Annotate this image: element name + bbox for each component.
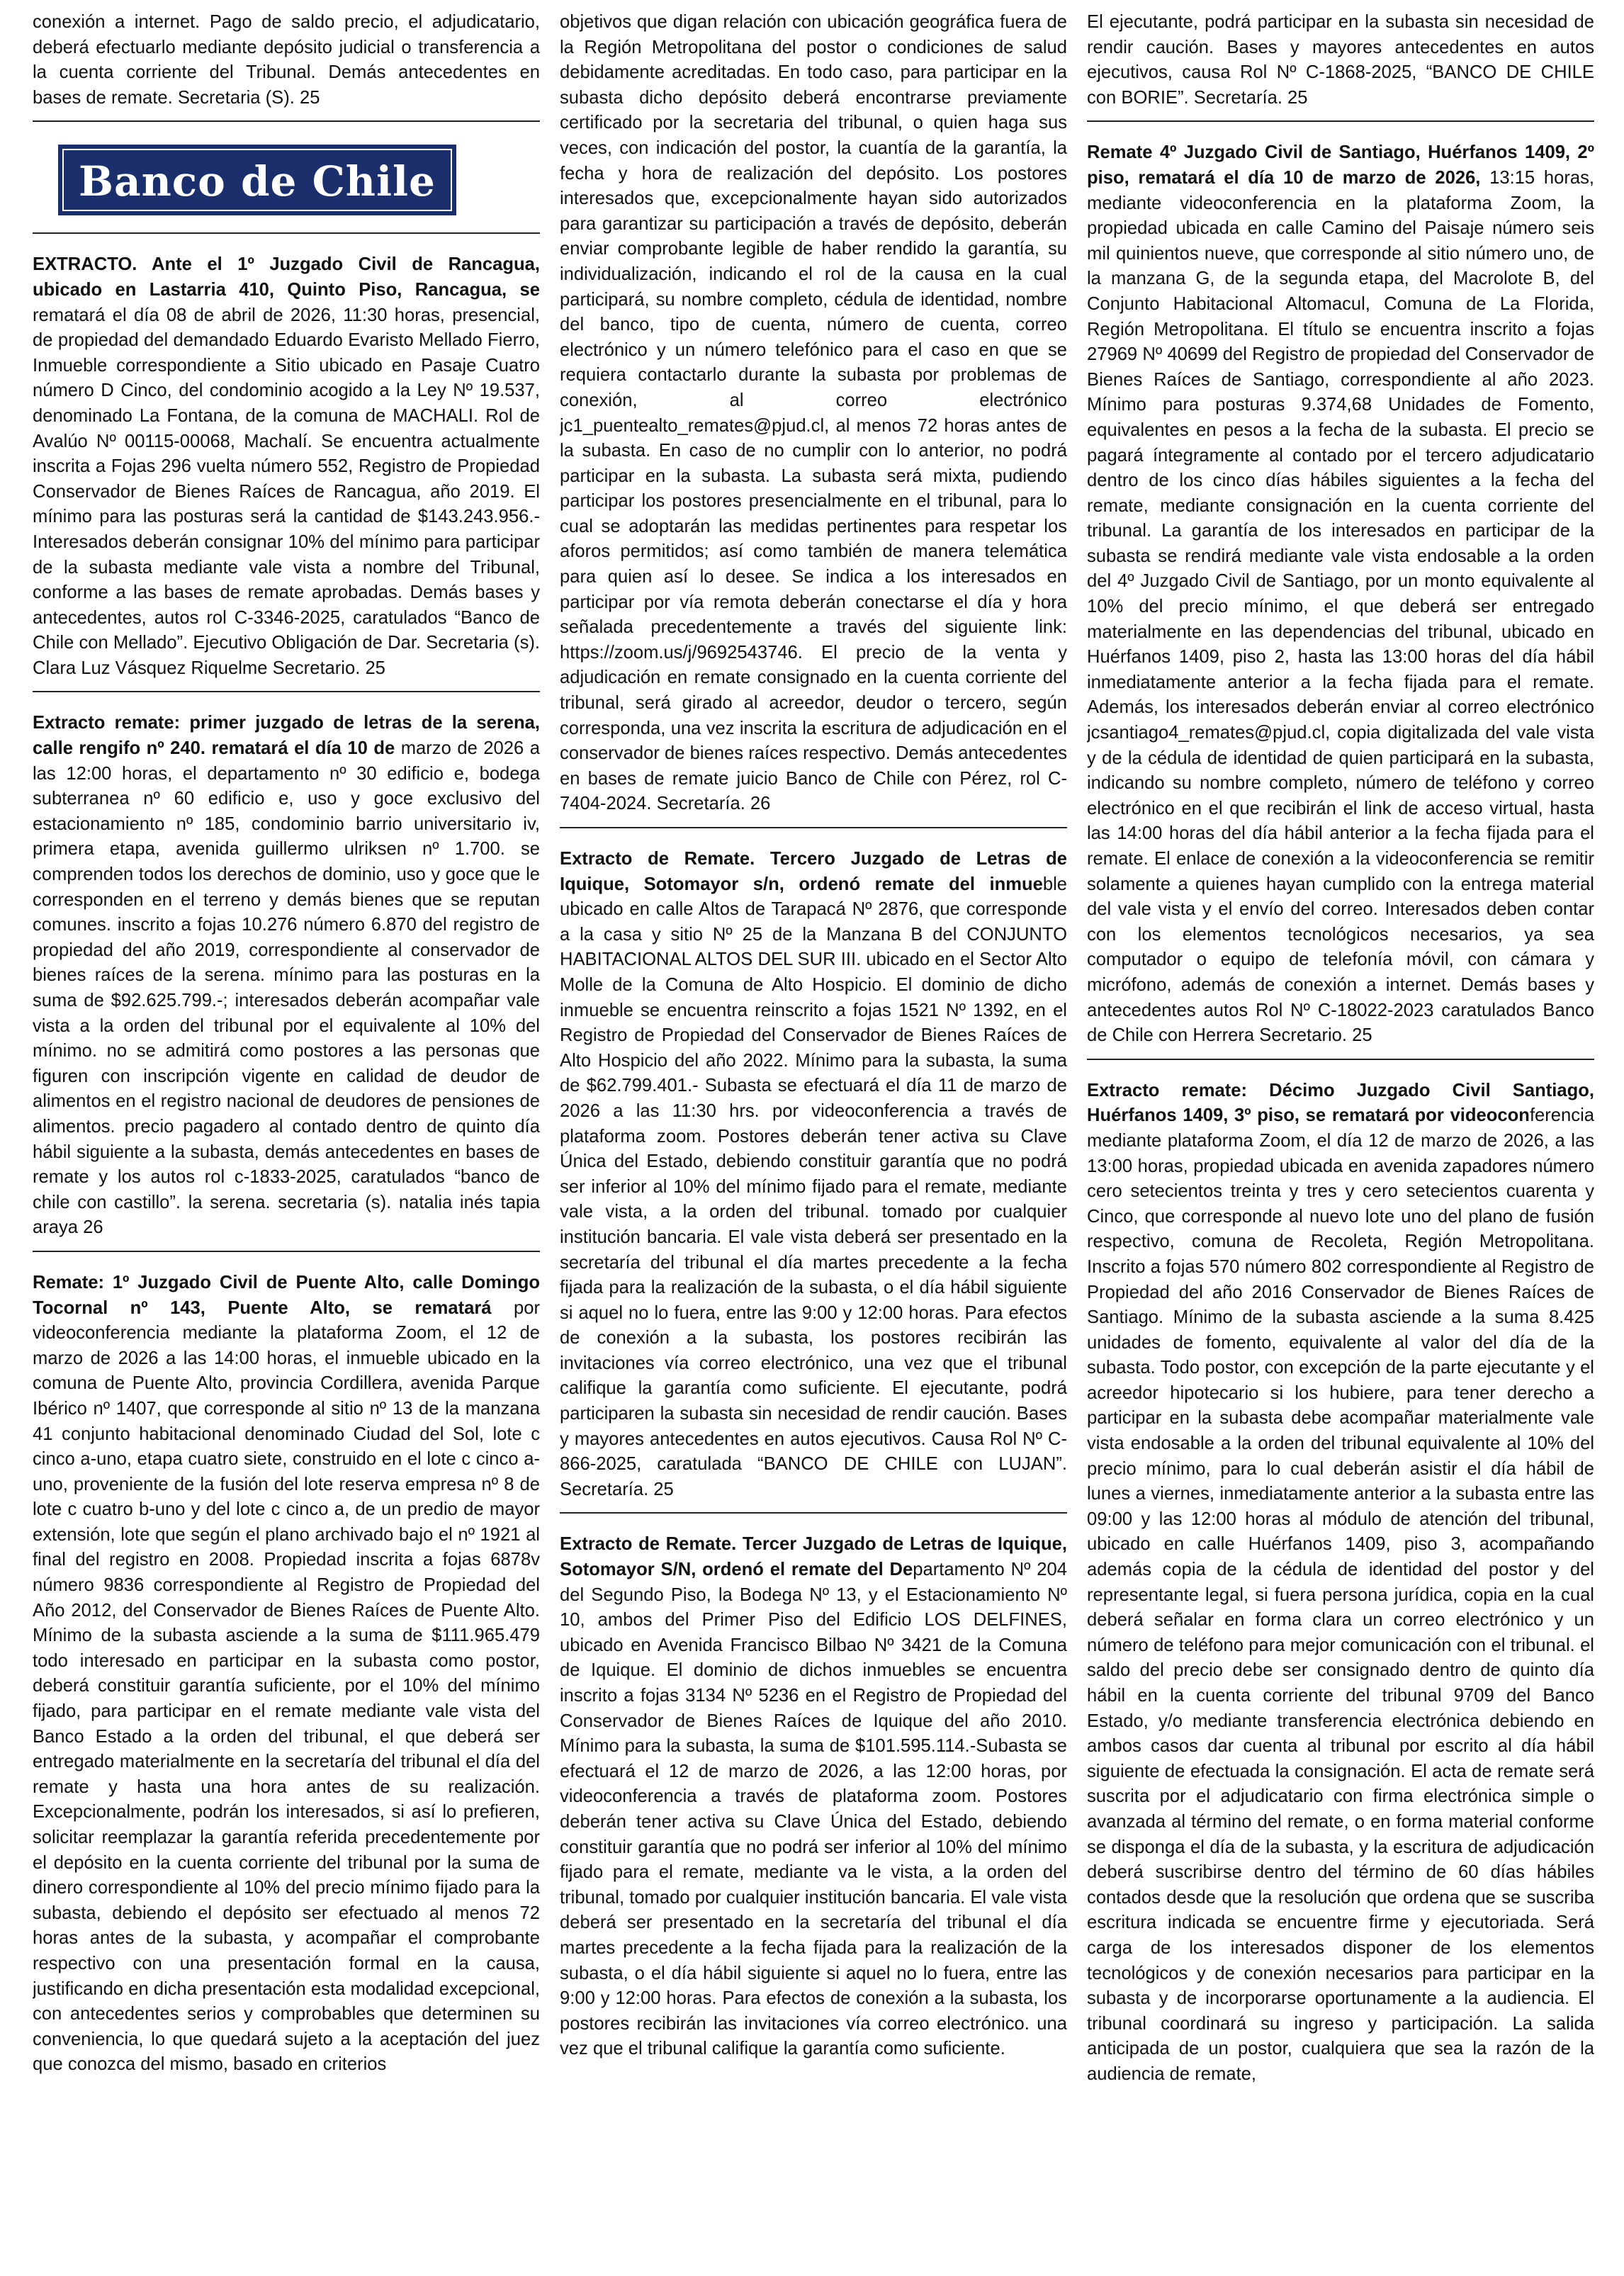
legal-notice [1087,140,1594,1048]
notice-body: partamento Nº 204 del Segundo Piso, la Bodega Nº 13, y el Estacionamiento Nº 10, ambos del Primer Piso del Edificio LOS DELFINES, ubicado en Avenida Francisco Bilbao Nº 3421 de la Comuna de Iquique. El dominio de dichos inmuebles se encuentra inscrito a fojas 3134 Nº 5236 en el Registro de Propiedad del Conservador de Bienes Raíces de Iquique del año 2010. Mínimo para la subasta, la suma de $101.595.114.-Subasta se efectuará el 12 de marzo de 2026, a las 12:00 horas, por videoconferencia a través de plataforma zoom. Postores deberán tener activa su Clave Única del Estado, debiendo constituir garantía que no podrá ser inferior al 10% del mínimo fijado para el remate, mediante va le vista, a la orden del tribunal, tomado por cualquier institución bancaria. El vale vista deberá ser presentado en la secretaría del tribunal el día martes precedente a la fecha fijada para la realización de la subasta, o el día hábil siguiente si aquel no lo fuera, entre las 9:00 y 12:00 horas. Para efectos de conexión a la subasta, los postores recibirán las invitaciones vía correo electrónico. una vez que el tribunal califique la garantía como suficiente. [560,1560,1067,2059]
section-divider [560,827,1067,828]
legal-notice [33,711,540,1240]
notice-body: marzo de 2026 a las 12:00 horas, el departamento nº 30 edificio e, bodega subterranea nº 60 edificio e, uso y goce exclusivo del estacionamiento nº 185, condominio barrio universitario iv, primera etapa, avenida guillermo ulriksen nº 1.700. se comprenden todos los derechos de dominio, uso y goce que le corresponden en el terreno y demás bienes que se reputan comunes. inscrito a fojas 10.276 número 6.870 del registro de propiedad del año 2019, correspondiente al conservador de bienes raíces de la serena. mínimo para las posturas en la suma de $92.625.799.-; interesados deberán acompañar vale vista a la orden del tribunal por el equivalente al 10% del mínimo. no se admitirá como postores a las personas que figuren con inscripción vigente en calidad de deudor de alimentos en el registro nacional de deudores de pensiones de alimentos. precio pagadero al contado dentro de quinto día hábil siguiente a la subasta, demás antecedentes en bases de remate y los autos rol c-1833-2025, caratulados “banco de chile con castillo”. la serena. secretaria (s). natalia inés tapia araya 26 [33,738,540,1238]
notice-heading: Remate 4º Juzgado Civil de Santiago, Huérfanos 1409, 2º piso, rematará el día 10 de marzo de 2026, [1087,142,1594,188]
bank-advertisement [33,140,540,222]
notice-heading: EXTRACTO. Ante el 1º Juzgado Civil de Rancagua, ubicado en Lastarria 410, Quinto Piso, Rancagua, se [33,254,540,300]
section-divider [33,1251,540,1252]
section-divider [1087,120,1594,122]
notice-heading: Extracto de Remate. Tercer Juzgado de Letras de Iquique, Sotomayor S/N, ordenó el remate del De [560,1534,1067,1580]
column-3 [1087,10,1594,2276]
legal-notice [33,252,540,681]
legal-notice [560,847,1067,1502]
notice-heading: Extracto de Remate. Tercero Juzgado de Letras de Iquique, Sotomayor s/n, ordenó remate del inmue [560,849,1067,894]
notice-body: objetivos que digan relación con ubicación geográfica fuera de la Región Metropolitana del postor o condiciones de salud debidamente acreditadas. En todo caso, para participar en la subasta dicho depósito deberá encontrarse previamente certificado por la secretaria del tribunal, o quien haga sus veces, con indicación del postor, la cuantía de la garantía, la fecha y hora de realización del depósito. Los postores interesados que, excepcionalmente hayan sido autorizados para garantizar su participación a través de depósito, deberán enviar comprobante legible de haber rendido la garantía, su individualización, indicando el rol de la causa en la cual participará, su nombre completo, cédula de identidad, nombre del banco, tipo de cuenta, número de cuenta, correo electrónico y un número telefónico para el caso en que se requiera contactarlo durante la subasta por problemas de conexión, al correo electrónico jc1_puentealto_remates@pjud.cl, al menos 72 horas antes de la subasta. En caso de no cumplir con lo anterior, no podrá participar en la subasta. La subasta será mixta, pudiendo participar los postores presencialmente en el tribunal, para lo cual se adoptarán las medidas pertinentes para respetar los aforos permitidos; así como también de manera telemática para quien así lo desee. Se indica a los interesados en participar por vía remota deberán conectarse el día y hora señalada precedentemente a través del siguiente link: https://zoom.us/j/9692543746. El precio de la venta y adjudicación en remate consignado en la cuenta corriente del tribunal, será girado al acreedor, deudor o tercero, según corresponda, una vez inscrita la escritura de adjudicación en el conservador de bienes raíces respectivo. Demás antecedentes en bases de remate juicio Banco de Chile con Pérez, rol C-7404-2024. Secretaría. 26 [560,12,1067,814]
banco-de-chile-logo [58,145,456,215]
legal-notice [560,10,1067,817]
notice-body: conexión a internet. Pago de saldo precio, el adjudicatario, deberá efectuarlo mediante depósito judicial o transferencia a la cuenta corriente del Tribunal. Demás antecedentes en bases de remate. Secretaria (S). 25 [33,12,540,108]
section-divider [560,1512,1067,1514]
legal-notice [1087,1078,1594,2088]
notice-body: 13:15 horas, mediante videoconferencia en la plataforma Zoom, la propiedad ubicada en calle Camino del Paisaje número seis mil quinientos nueve, que corresponde al sitio número uno, de la manzana G, de la segunda etapa, del Macrolote B, del Conjunto Habitacional Altomacul, Comuna de La Florida, Región Metropolitana. El título se encuentra inscrito a fojas 27969 Nº 40699 del Registro de propiedad del Conservador de Bienes Raíces de Santiago, correspondiente al año 2023. Mínimo para posturas 9.374,68 Unidades de Fomento, equivalentes en pesos a la fecha de la subasta. El precio se pagará íntegramente al contado por el tercero adjudicatario dentro de los cinco días hábiles siguientes a la fecha del remate, mediante consignación en la cuenta corriente del tribunal. La garantía de los interesados en participar de la subasta se rendirá mediante vale vista endosable a la orden del 4º Juzgado Civil de Santiago, por un monto equivalente al 10% del precio mínimo, el que deberá ser entregado materialmente en las dependencias del tribunal, ubicado en Huérfanos 1409, piso 2, hasta las 13:00 horas del día hábil inmediatamente anterior a la fecha fijada para el remate. Además, los interesados deberán enviar al correo electrónico jcsantiago4_remates@pjud.cl, copia digitalizada del vale vista y de la cédula de identidad de quien participará en la subasta, indicando su nombre completo, número de teléfono y correo electrónico en el que recibirán el link de acceso virtual, hasta las 14:00 horas del día hábil anterior a la fecha fijada para el remate. El enlace de conexión a la videoconferencia se remitir solamente a quienes hayan cumplido con la entrega material del vale vista y el envío del correo. Interesados deben contar con los elementos tecnológicos necesarios, ya sea computador o equipo de telefonía móvil, con cámara y micrófono, además de conexión a internet. Demás bases y antecedentes autos Rol Nº C-18022-2023 caratulados Banco de Chile con Herrera Secretario. 25 [1087,167,1594,1046]
section-divider [1087,1059,1594,1060]
column-2 [560,10,1067,2276]
section-divider [33,691,540,692]
notice-heading: Extracto remate: Décimo Juzgado Civil Santiago, Huérfanos 1409, 3º piso, se rematará por videocon [1087,1080,1594,1126]
notice-body: ble ubicado en calle Altos de Tarapacá Nº 2876, que corresponde a la casa y sitio Nº 25 de la Manzana B del CONJUNTO HABITACIONAL ALTOS DEL SUR III. ubicado en el Sector Alto Molle de la Comuna de Alto Hospicio. El dominio de dicho inmueble se encuentra reinscrito a fojas 1521 Nº 1392, en el Registro de Propiedad del Conservador de Bienes Raíces de Alto Hospicio del año 2022. Mínimo para la subasta, la suma de $62.799.401.- Subasta se efectuará el día 11 de marzo de 2026 a las 11:30 hrs. por videoconferencia a través de plataforma zoom. Postores deberán tener activa su Clave Única del Estado, debiendo constituir garantía que no podrá ser inferior al 10% del mínimo fijado para el remate, mediante vale vista, a la orden del tribunal. tomado por cualquier institución bancaria. El vale vista deberá ser presentado en la secretaría del tribunal el día martes precedente a la fecha fijada para la realización de la subasta, o el día hábil siguiente si aquel no lo fuera, entre las 9:00 y 12:00 horas. Para efectos de conexión a la subasta, los postores recibirán las invitaciones vía correo electrónico, una vez que el tribunal califique la garantía como suficiente. El ejecutante, podrá participaren la subasta sin necesidad de rendir caución. Bases y mayores antecedentes en autos ejecutivos. Causa Rol Nº C-866-2025, caratulada “BANCO DE CHILE con LUJAN”. Secretaría. 25 [560,874,1067,1499]
legal-notice [1087,10,1594,111]
section-divider [33,120,540,122]
notice-body: ferencia mediante plataforma Zoom, el día 12 de marzo de 2026, a las 13:00 horas, propiedad ubicada en avenida zapadores número cero setecientos treinta y tres y cero setecientos cuarenta y Cinco, que corresponde al nuevo lote uno del plano de fusión respectivo, comuna de Recoleta, Región Metropolitana. Inscrito a fojas 570 número 802 correspondiente al Registro de Propiedad del año 2016 Conservador de Bienes Raíces de Santiago. Mínimo de la subasta asciende a la suma 8.425 unidades de fomento, equivalente al valor del día de la subasta. Todo postor, con excepción de la parte ejecutante y el acreedor hipotecario si los hubiere, para tener derecho a participar en la subasta debe acompañar materialmente vale vista endosable a la orden del tribunal equivalente al 10% del precio mínimo, para lo cual deberán asistir el día hábil de lunes a viernes, inmediatamente anterior a la subasta entre las 09:00 y las 12:00 horas al módulo de atención del tribunal, ubicado en calle Huérfanos 1409, piso 3, acompañando además copia de la cédula de identidad del postor y del representante legal, si fuera persona jurídica, copia en la cual deberá señalar en forma clara un correo electrónico y un número de teléfono para mejor comunicación con el tribunal. el saldo del precio debe ser consignado dentro de quinto día hábil en la cuenta corriente del tribunal 9709 del Banco Estado, y/o mediante transferencia electrónica debiendo en ambos casos dar cuenta al tribunal por escrito al día hábil siguiente de efectuada la consignación. El acta de remate será suscrita por el adjudicatario con firma electrónica simple o avanzada al término del remate, o en forma material conforme se disponga el día de la subasta, y la escritura de adjudicación deberá suscribirse dentro del término de 60 días hábiles contados desde que la resolución que ordena que se suscriba escritura indicada se encuentre firme y ejecutoriada. Será carga de los interesados disponer de los elementos tecnológicos y de conexión necesarios para participar en la subasta y de incorporarse oportunamente a la audiencia. El tribunal coordinará su ingreso y participación. La salida anticipada de un postor, cualquiera que sea la razón de la audiencia de remate, [1087,1105,1594,2084]
column-1 [33,10,540,2276]
notice-heading: Extracto remate: primer juzgado de letras de la serena, calle rengifo nº 240. rematará el día 10 de [33,713,540,759]
notice-heading: Remate: 1º Juzgado Civil de Puente Alto, calle Domingo Tocornal nº 143, Puente Alto, se rematará [33,1272,540,1318]
legal-notice [560,1532,1067,2061]
notice-body: por videoconferencia mediante la plataforma Zoom, el 12 de marzo de 2026 a las 14:00 horas, el inmueble ubicado en la comuna de Puente Alto, provincia Cordillera, avenida Parque Ibérico nº 1407, que corresponde al sitio nº 13 de la manzana 41 conjunto habitacional denominado Ciudad del Sol, lote c cinco a-uno, etapa cuatro siete, construido en el lote c cinco a-uno, proveniente de la fusión del lote reserva empresa nº 8 de lote c cuatro b-uno y del lote c cinco a, de un predio de mayor extensión, lote que según el plano archivado bajo el nº 1921 al final del registro en 2008. Propiedad inscrita a fojas 6878v número 9836 correspondiente al Registro de Propiedad del Año 2012, del Conservador de Bienes Raíces de Puente Alto. Mínimo de la subasta asciende a la suma de $111.965.479 todo interesado en participar en la subasta como postor, deberá constituir garantía suficiente, por el 10% del mínimo fijado, para participar en el remate mediante vale vista del Banco Estado a la orden del tribunal, el que deberá ser entregado materialmente en la secretaría del tribunal el día del remate y hasta una hora antes de su realización. Excepcionalmente, podrán los interesados, si así lo prefieren, solicitar reemplazar la garantía referida precedentemente por el depósito en la cuenta corriente del tribunal por la suma de dinero correspondiente al 10% del precio mínimo fijado para la subasta, debiendo el depósito ser efectuado al menos 72 horas antes de la subasta, y acompañar el comprobante respectivo con una presentación formal en la causa, justificando en dicha presentación esta modalidad excepcional, con antecedentes serios y comprobables que determinen su conveniencia, lo que quedará sujeto a la aceptación del juez que conozca del mismo, basado en criterios [33,1297,540,2075]
notice-body: El ejecutante, podrá participar en la subasta sin necesidad de rendir caución. Bases y mayores antecedentes en autos ejecutivos, causa Rol Nº C-1868-2025, “BANCO DE CHILE con BORIE”. Secretaría. 25 [1087,12,1594,108]
legal-notice [33,1271,540,2078]
notice-body: rematará el día 08 de abril de 2026, 11:30 horas, presencial, de propiedad del demandado Eduardo Evaristo Mellado Fierro, Inmueble correspondiente a Sitio ubicado en Pasaje Cuatro número D Cinco, del condominio acogido a la Ley Nº 19.537, denominado La Fontana, de la comuna de MACHALI. Rol de Avalúo Nº 00115-00068, Machalí. Se encuentra actualmente inscrita a Fojas 296 vuelta número 552, Registro de Propiedad Conservador de Bienes Raíces de Rancagua, año 2019. El mínimo para las posturas será la cantidad de $143.243.956.- Interesados deberán consignar 10% del mínimo para participar de la subasta mediante vale vista a nombre del Tribunal, conforme a las bases de remate aprobadas. Demás bases y antecedentes, autos rol C-3346-2025, caratulados “Banco de Chile con Mellado”. Ejecutivo Obligación de Dar. Secretaria (s). Clara Luz Vásquez Riquelme Secretario. 25 [33,305,540,678]
legal-notice [33,10,540,111]
logo-text: Banco de Chile [79,157,436,206]
section-divider [33,232,540,234]
